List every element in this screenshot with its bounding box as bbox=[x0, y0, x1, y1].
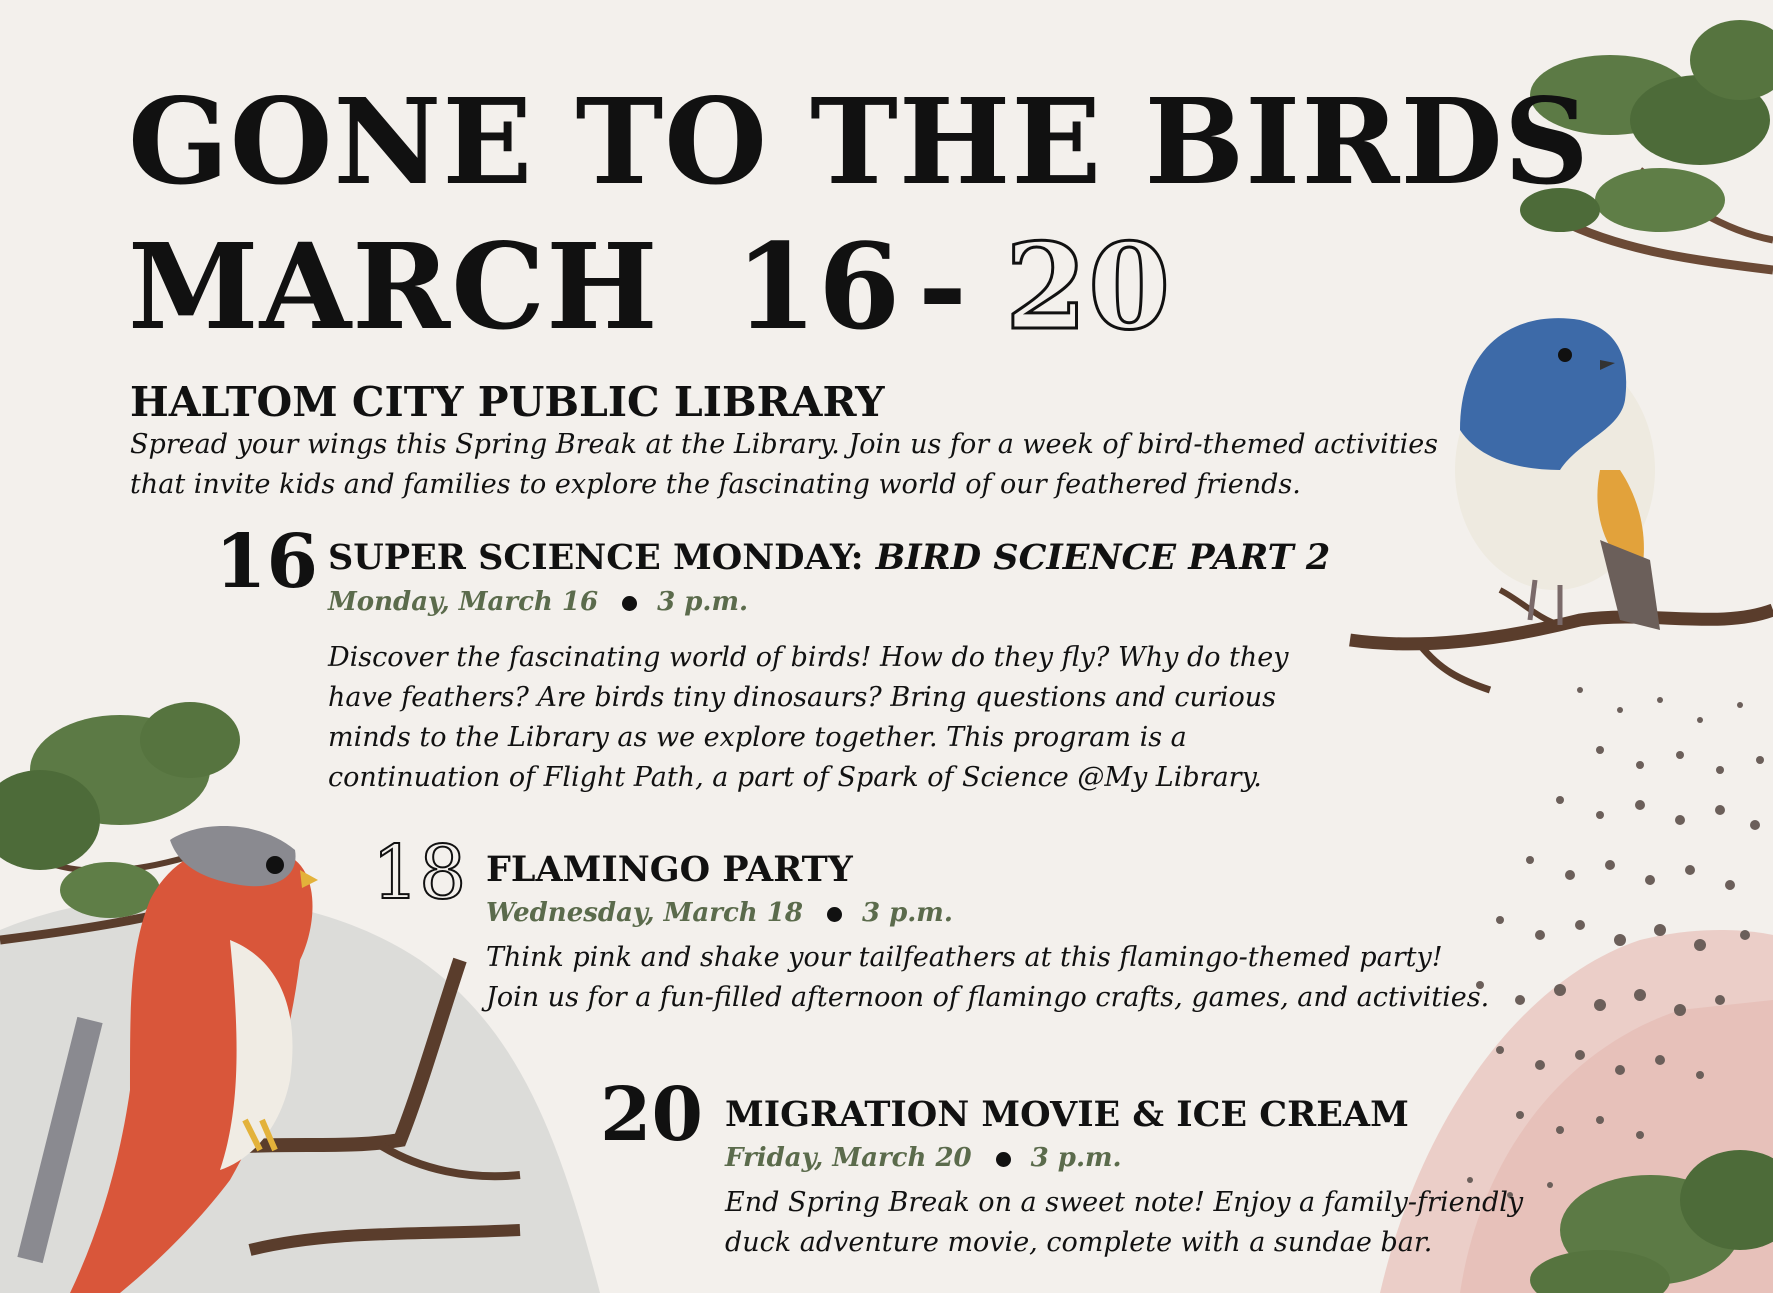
bullet-dot bbox=[996, 1152, 1011, 1167]
event-time: 3 p.m. bbox=[861, 898, 953, 928]
event-date: Wednesday, March 18 bbox=[486, 898, 803, 928]
title-line-2 bbox=[128, 217, 659, 356]
event-date: Friday, March 20 bbox=[725, 1143, 972, 1173]
event-date-time bbox=[725, 1143, 1122, 1173]
event-description: End Spring Break on a sweet note! Enjoy a family-friendly duck adventure movie, complete with a sundae bar. bbox=[725, 1187, 1524, 1258]
event-day-number: 20 bbox=[600, 1072, 703, 1158]
event-title: FLAMINGO PARTY bbox=[486, 849, 853, 890]
event-subtitle: BIRD SCIENCE PART 2 bbox=[875, 537, 1331, 578]
title-text: GONE TO THE BIRDS bbox=[128, 72, 1590, 211]
intro-text: Spread your wings this Spring Break at the Library. Join us for a week of bird-themed activities that invite kids and families to explore the fascinating world of our feathered friends. bbox=[130, 429, 1439, 500]
title-start-day: 16 bbox=[735, 217, 902, 356]
title-line-1 bbox=[128, 72, 1590, 211]
event-time: 3 p.m. bbox=[657, 587, 749, 617]
event-title: SUPER SCIENCE MONDAY: BIRD SCIENCE PART 2 bbox=[328, 537, 1331, 578]
event-description: Discover the fascinating world of birds! How do they fly? Why do they have feathers? Are birds tiny dinosaurs? Bring questions and curious minds to the Library as we explore together. This program is a continuation of Flight Path, a part of Spark of Science @My Library. bbox=[328, 642, 1289, 793]
event-description: Think pink and shake your tailfeathers at this flamingo-themed party! Join us for a fun-filled afternoon of flamingo crafts, games, and activities. bbox=[486, 942, 1490, 1013]
event-time: 3 p.m. bbox=[1030, 1143, 1122, 1173]
title-dash: - bbox=[918, 217, 968, 356]
bullet-dot bbox=[827, 907, 842, 922]
title-month: MARCH bbox=[128, 217, 659, 356]
event-date-time bbox=[328, 587, 748, 617]
event-day-number: 18 bbox=[372, 830, 467, 916]
event-day-number: 16 bbox=[215, 519, 318, 605]
bluebird-illustration bbox=[1455, 318, 1660, 630]
event-date-time bbox=[486, 898, 953, 928]
library-name: HALTOM CITY PUBLIC LIBRARY bbox=[130, 378, 885, 426]
bullet-dot bbox=[622, 596, 637, 611]
event-title: MIGRATION MOVIE & ICE CREAM bbox=[725, 1094, 1409, 1135]
title-end-day: 20 bbox=[1005, 217, 1172, 356]
event-date: Monday, March 16 bbox=[328, 587, 599, 617]
